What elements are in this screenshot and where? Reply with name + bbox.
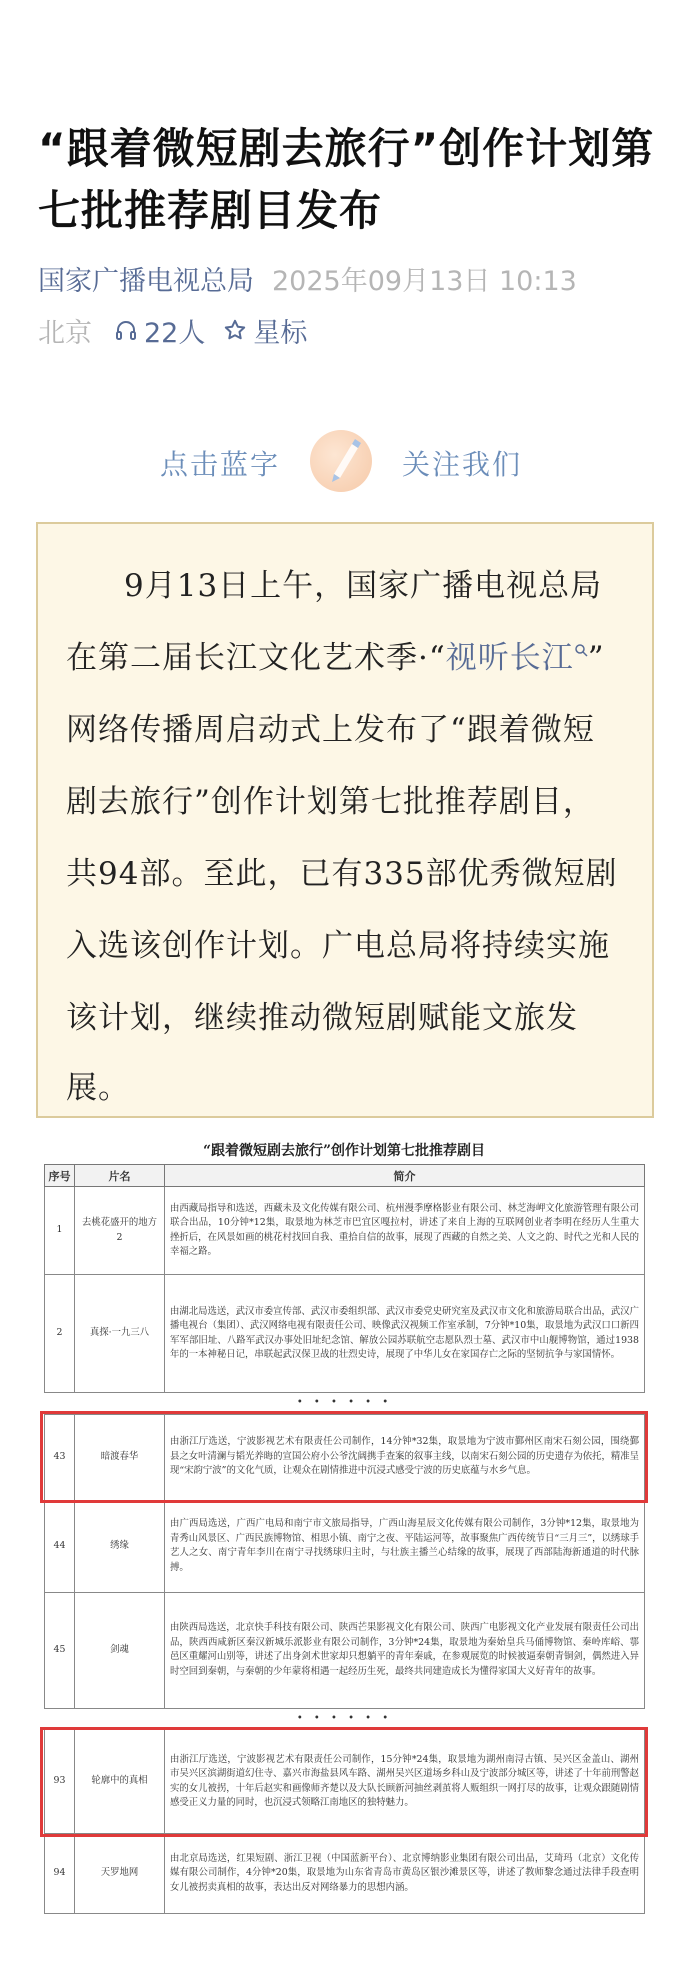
star-label: 星标	[253, 317, 308, 349]
quote-line: 入选该创作计划。广电总局将持续实施	[66, 928, 610, 964]
follow-left-text: 点击蓝字	[160, 448, 281, 481]
row-desc: 由北京局选送，红果短剧、浙江卫视（中国蓝新平台）、北京博纳影业集团有限公司出品，艾琦玛（北京）文化传媒有限公司制作，4分钟*20集，取景地为山东省青岛市黄岛区银沙滩景区等，讲述了教师黎念通过法律手段查明女儿被拐卖真相的故事，表达出反对网络暴力的思想内涵。	[165, 1834, 645, 1914]
quote-line: 该计划，继续推动微短剧赋能文旅发	[66, 1000, 578, 1036]
star-icon	[223, 318, 247, 342]
row-num: 43	[45, 1414, 75, 1500]
row-name: 轮廓中的真相	[75, 1730, 165, 1834]
headphones-icon	[114, 318, 138, 342]
highlight-box-row-43	[40, 1411, 648, 1503]
article-title: “跟着微短剧去旅行”创作计划第七批推荐剧目发布	[38, 124, 655, 235]
location-label: 北京	[38, 317, 92, 349]
ellipsis-dots: • • • • • •	[45, 1708, 645, 1730]
link-text: 视听长江	[445, 640, 574, 676]
table-row	[45, 1500, 645, 1592]
table-row	[45, 1834, 645, 1914]
row-num: 2	[45, 1275, 75, 1393]
quote-line: 剧去旅行”创作计划第七批推荐剧目，	[66, 784, 595, 820]
row-desc: 由西藏局指导和选送，西藏未及文化传媒有限公司、杭州漫季摩格影业有限公司、林芝海岬文化旅游管理有限公司联合出品，10分钟*12集，取景地为林芝市巴宜区嘎拉村，讲述了来自上海的互联网创业者李明在经历人生重大挫折后，在风景如画的桃花村找回自我、重拾自信的故事，展现了西藏的自然之美、人文之韵、时代之光和人民的幸福之路。	[165, 1187, 645, 1275]
quote-line: 9月13日上午，国家广播电视总局	[124, 568, 603, 604]
row-desc: 由陕西局选送，北京快手科技有限公司、陕西芒果影视文化有限公司、陕西广电影视文化产业发展有限责任公司出品，陕西西咸新区秦汉新城乐派影业有限公司制作，3分钟*24集，取景地为秦始皇兵马俑博物馆、秦岭库峪、鄠邑区重耀河山别等，讲述了出身剑术世家却只想躺平的青年秦戚，在参观展览的时候被逼秦朝青铜剑，偶然进入异时空回到秦朝，与秦朝的少年蒙将相遇一起经历生死，最终共同建造成长为懂得家国大义好青年的故事。	[165, 1592, 645, 1708]
intro-quote-box	[36, 522, 654, 1118]
article-meta-secondary	[38, 310, 325, 350]
listen-count: 22人	[144, 317, 206, 349]
header-name: 片名	[75, 1165, 165, 1187]
row-desc: 由广西局选送，广西广电局和南宁市文旅局指导，广西山海星辰文化传媒有限公司制作，3分钟*12集，取景地为青秀山风景区、广西民族博物馆、相思小镇、南宁之夜、平陆运河等，故事聚焦广西传统节日“三月三”，以绣球手艺人之女、南宁青年李川在南宁寻找绣球归主时，与壮族主播兰心结缘的故事，展现了西部陆海新通道的时代脉搏。	[165, 1500, 645, 1592]
star-button[interactable]	[223, 311, 307, 350]
table-row	[45, 1592, 645, 1708]
publish-date: 2025年09月13日 10:13	[272, 265, 577, 297]
quote-text: 在第二届长江文化艺术季·“	[66, 640, 446, 676]
article-meta	[38, 258, 577, 298]
row-num: 45	[45, 1592, 75, 1708]
quote-line: 展。	[66, 1070, 130, 1106]
ellipsis-dots: • • • • • •	[45, 1393, 645, 1415]
quote-text: ”	[587, 640, 605, 676]
source-link[interactable]: 国家广播电视总局	[38, 265, 254, 297]
row-num: 44	[45, 1500, 75, 1592]
row-name: 真探·一九三八	[75, 1275, 165, 1393]
document-image[interactable]	[44, 1138, 644, 1958]
table-header-row	[45, 1165, 645, 1187]
row-num: 93	[45, 1730, 75, 1834]
row-name: 剑魂	[75, 1592, 165, 1708]
follow-right-text: 关注我们	[402, 448, 523, 481]
header-num: 序号	[45, 1165, 75, 1187]
row-desc: 由浙江厅选送，宁波影视艺术有限责任公司制作，14分钟*32集，取景地为宁波市鄞州区南宋石刻公园，围绕鄞县之女叶清澜与韬光养晦的宣国公府小公爷沈阔携手查案的叙事主线，以南宋石刻公园的历史遗存为依托，精准呈现“宋韵宁波”的文化气质，让观众在剧情推进中沉浸式感受宁波的历史底蕴与水乡气息。	[165, 1414, 645, 1500]
row-desc: 由浙江厅选送，宁波影视艺术有限责任公司制作，15分钟*24集，取景地为湖州南浔古镇、吴兴区金盖山、湖州市吴兴区滨湖街道幻住寺、嘉兴市海盐县风车路、湖州吴兴区道场乡科山及宁波部分城区等，讲述了十年前刑警赵实的女儿被拐，十年后赵实和画像师齐楚以及大队长顾新河抽丝剥茧将人贩组织一网打尽的故事，让观众跟随剧情感受正义力量的同时，也沉浸式领略江南地区的独特魅力。	[165, 1730, 645, 1834]
search-icon	[574, 643, 588, 657]
pencil-icon	[310, 430, 372, 492]
quote-line	[66, 632, 605, 677]
quote-line: 网络传播周启动式上发布了“跟着微短	[66, 712, 595, 748]
row-name: 去桃花盛开的地方2	[75, 1187, 165, 1275]
document-title: “跟着微短剧去旅行”创作计划第七批推荐剧目	[202, 1143, 486, 1159]
table-row	[45, 1187, 645, 1275]
quote-line: 共94部。至此，已有335部优秀微短剧	[66, 856, 618, 892]
search-link[interactable]	[446, 640, 588, 676]
follow-banner[interactable]	[0, 425, 689, 505]
row-num: 1	[45, 1187, 75, 1275]
table-row	[45, 1275, 645, 1393]
row-name: 绣缘	[75, 1500, 165, 1592]
row-name: 暗渡春华	[75, 1414, 165, 1500]
header-desc: 简介	[165, 1165, 645, 1187]
listen-button[interactable]	[114, 311, 205, 350]
row-name: 天罗地网	[75, 1834, 165, 1914]
row-num: 94	[45, 1834, 75, 1914]
row-desc: 由湖北局选送，武汉市委宣传部、武汉市委组织部、武汉市委党史研究室及武汉市文化和旅游局联合出品，武汉广播电视台（集团）、武汉网络电视有限责任公司、映像武汉视频工作室承制，7分钟*10集，取景地为武汉口口新四军军部旧址、八路军武汉办事处旧址纪念馆、解放公园苏联航空志愿队烈士墓、武汉市中山舰博物馆，通过1938年的一本神秘日记，串联起武汉保卫战的壮烈史诗，展现了中华儿女在家国存亡之际的坚韧抗争与家国情怀。	[165, 1275, 645, 1393]
highlight-box-row-93	[40, 1727, 648, 1837]
